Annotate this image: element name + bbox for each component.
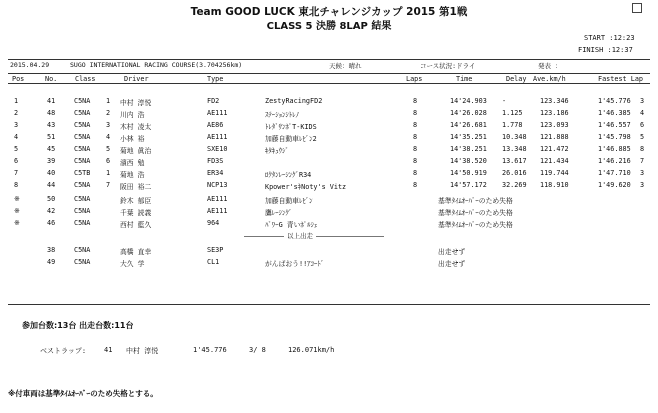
row-time: 14'35.251: [450, 133, 487, 141]
row-type: AE111: [207, 195, 228, 203]
row-class: C5NA: [74, 246, 91, 254]
row-time: 基準ﾀｲﾑｵｰﾊﾞｰのため失格: [438, 209, 513, 217]
col-ave: Ave.km/h: [533, 75, 566, 83]
row-driver: 大久 学: [120, 260, 145, 268]
best-lap-line: [40, 346, 440, 356]
row-pos: 2: [14, 109, 19, 117]
results-title: Team GOOD LUCK 東北チャレンジカップ 2015 第1戦: [190, 6, 468, 18]
row-type: NCP13: [207, 181, 228, 189]
row-class-pos: 2: [106, 109, 111, 117]
row-pos: 1: [14, 97, 19, 105]
row-time: 14'38.520: [450, 157, 487, 165]
row-driver: 鈴木 郁臣: [120, 197, 152, 205]
row-no: 38: [47, 246, 56, 254]
row-delay: 1.125: [502, 109, 523, 117]
row-no: 48: [47, 109, 56, 117]
row-class-pos: 3: [106, 121, 111, 129]
row-ave: 121.888: [540, 133, 569, 141]
row-fastest-lap: 1'45.798: [598, 133, 631, 141]
row-no: 41: [47, 97, 56, 105]
row-fastest-lap: 1'46.885: [598, 145, 631, 153]
row-class: C5NA: [74, 181, 91, 189]
row-pos: 3: [14, 121, 19, 129]
row-type: 964: [207, 219, 220, 227]
row-no: 40: [47, 169, 56, 177]
row-team: ZestyRacingFD2: [265, 97, 323, 105]
row-ave: 121.434: [540, 157, 569, 165]
start-time: START :12:23: [584, 34, 635, 42]
table-row: [8, 144, 650, 154]
row-fastest-lap: 1'46.385: [598, 109, 631, 117]
row-no: 42: [47, 207, 56, 215]
row-ave: 118.910: [540, 181, 569, 189]
row-pos: 6: [14, 157, 19, 165]
row-laps: 8: [413, 97, 418, 105]
row-fastest-lap-no: 4: [640, 109, 645, 117]
row-no: 43: [47, 121, 56, 129]
row-fastest-lap-no: 3: [640, 97, 645, 105]
row-driver: 千葉 読義: [120, 209, 152, 217]
table-row: [8, 194, 650, 204]
row-time: 14'26.028: [450, 109, 487, 117]
row-type: ER34: [207, 169, 224, 177]
row-time: 14'57.172: [450, 181, 487, 189]
row-ave: 123.346: [540, 97, 569, 105]
col-driver: Driver: [124, 75, 149, 83]
row-delay: -: [502, 97, 507, 105]
row-team: 加藤自動車ﾚﾋﾞﾝ: [265, 197, 313, 205]
row-team: ﾊﾞﾜｰG 青いﾎﾟﾙｼｪ: [265, 221, 318, 229]
row-pos: 8: [14, 181, 19, 189]
row-team: ｷﾀｷｭｳｼﾞ: [265, 147, 289, 155]
row-delay: 26.016: [502, 169, 527, 177]
row-time: 14'24.903: [450, 97, 487, 105]
row-type: AE111: [207, 133, 228, 141]
row-time: 14'26.681: [450, 121, 487, 129]
row-laps: 8: [413, 121, 418, 129]
row-time: 出走せず: [438, 260, 466, 268]
row-class-pos: 1: [106, 97, 111, 105]
row-driver: 西村 藍久: [120, 221, 152, 229]
row-class-pos: 1: [106, 169, 111, 177]
row-pos: ※: [14, 207, 20, 215]
best-lap-label: ベストラップ:: [40, 347, 87, 355]
row-type: CL1: [207, 258, 220, 266]
col-class: Class: [75, 75, 96, 83]
row-type: AE111: [207, 109, 228, 117]
row-no: 44: [47, 181, 56, 189]
row-team: ｽﾃｰｼｮﾝｼﾄﾚﾉ: [265, 111, 299, 119]
announce: 発表 ：: [538, 62, 562, 70]
row-no: 50: [47, 195, 56, 203]
row-team: Kpower'sｷNoty's Vitz: [265, 183, 347, 191]
best-lap-lap: 3/ 8: [249, 346, 266, 354]
row-team: がんばおう!!ｱｺｰﾄﾞ: [265, 260, 325, 268]
best-lap-time: 1'45.776: [193, 346, 227, 354]
row-class: C5NA: [74, 133, 91, 141]
row-delay: 1.778: [502, 121, 523, 129]
table-row: [8, 206, 650, 216]
row-no: 51: [47, 133, 56, 141]
row-time: 出走せず: [438, 248, 466, 256]
row-fastest-lap-no: 3: [640, 169, 645, 177]
row-pos: ※: [14, 195, 20, 203]
row-driver: 中村 淳悦: [120, 99, 152, 107]
column-header-row: [8, 73, 650, 84]
row-fastest-lap: 1'46.216: [598, 157, 631, 165]
row-team: ﾄﾚﾀﾞｻﾝﾎﾟT-KIDS: [265, 123, 317, 131]
row-fastest-lap: 1'47.710: [598, 169, 631, 177]
best-lap-speed: 126.071km/h: [288, 346, 335, 354]
row-delay: 13.348: [502, 145, 527, 153]
row-class: C5NA: [74, 219, 91, 227]
row-driver: 小林 裕: [120, 135, 145, 143]
table-row: [8, 156, 650, 166]
row-time: 基準ﾀｲﾑｵｰﾊﾞｰのため失格: [438, 221, 513, 229]
table-row: [8, 96, 650, 106]
row-class: C5NA: [74, 121, 91, 129]
row-laps: 8: [413, 133, 418, 141]
row-class-pos: 6: [106, 157, 111, 165]
row-fastest-lap: 1'49.620: [598, 181, 631, 189]
course-status: コース状況:ドライ: [420, 62, 476, 70]
row-team: ﾛｸﾀﾝﾚｰｼﾝｸﾞR34: [265, 171, 312, 179]
row-delay: 32.269: [502, 181, 527, 189]
row-driver: 濱西 勉: [120, 159, 145, 167]
row-class: C5NA: [74, 207, 91, 215]
col-no: No.: [45, 75, 58, 83]
row-pos: 4: [14, 133, 19, 141]
table-row: [8, 257, 650, 267]
row-team: 鷹ﾚｰｼﾝｸﾞ: [265, 209, 293, 217]
corner-checkbox-mark: [632, 3, 642, 13]
col-time: Time: [456, 75, 473, 83]
table-row: [8, 245, 650, 255]
venue: SUGO INTERNATIONAL RACING COURSE(3.704256km): [70, 61, 243, 69]
row-type: FD2: [207, 97, 220, 105]
row-fastest-lap-no: 3: [640, 181, 645, 189]
row-fastest-lap-no: 7: [640, 157, 645, 165]
row-class: C5NA: [74, 97, 91, 105]
row-time: 14'38.251: [450, 145, 487, 153]
table-row: [8, 180, 650, 190]
row-class: C5NA: [74, 195, 91, 203]
row-class: C5TB: [74, 169, 91, 177]
row-driver: 川内 浩: [120, 111, 145, 119]
row-fastest-lap-no: 6: [640, 121, 645, 129]
row-ave: 123.093: [540, 121, 569, 129]
row-time: 14'50.919: [450, 169, 487, 177]
row-pos: 5: [14, 145, 19, 153]
row-class: C5NA: [74, 145, 91, 153]
row-ave: 119.744: [540, 169, 569, 177]
row-driver: 菊地 眞治: [120, 147, 152, 155]
row-type: SE3P: [207, 246, 224, 254]
row-no: 45: [47, 145, 56, 153]
table-row: [8, 132, 650, 142]
col-delay: Delay: [506, 75, 527, 83]
best-lap-driver: 中村 淳悦: [126, 347, 159, 355]
row-type: AE86: [207, 121, 224, 129]
col-fastest-lap: Fastest Lap: [598, 75, 644, 83]
row-pos: ※: [14, 219, 20, 227]
finish-time: FINISH :12:37: [578, 46, 633, 54]
row-fastest-lap: 1'46.557: [598, 121, 631, 129]
table-row: [8, 120, 650, 130]
bottom-rule: [8, 304, 650, 305]
row-delay: 13.617: [502, 157, 527, 165]
row-class-pos: 5: [106, 145, 111, 153]
meta-strip: [8, 60, 650, 72]
row-class-pos: 4: [106, 133, 111, 141]
row-no: 39: [47, 157, 56, 165]
row-driver: 菊地 浩: [120, 171, 145, 179]
col-type: Type: [207, 75, 224, 83]
table-row: [8, 168, 650, 178]
col-laps: Laps: [406, 75, 423, 83]
row-driver: 阪田 裕二: [120, 183, 152, 191]
row-fastest-lap: 1'45.776: [598, 97, 631, 105]
row-ave: 123.186: [540, 109, 569, 117]
row-fastest-lap-no: 8: [640, 145, 645, 153]
best-lap-no: 41: [104, 346, 113, 354]
weather: 天候：晴れ: [329, 62, 362, 70]
row-pos: 7: [14, 169, 19, 177]
row-ave: 121.472: [540, 145, 569, 153]
row-fastest-lap-no: 5: [640, 133, 645, 141]
row-driver: 高橋 直幸: [120, 248, 152, 256]
row-laps: 8: [413, 157, 418, 165]
row-class-pos: 7: [106, 181, 111, 189]
row-no: 49: [47, 258, 56, 266]
row-laps: 8: [413, 145, 418, 153]
footnote: ※付車両は基準ﾀｲﾑｵｰﾊﾞｰのため失格とする。: [8, 389, 158, 398]
row-class: C5NA: [74, 258, 91, 266]
row-time: 基準ﾀｲﾑｵｰﾊﾞｰのため失格: [438, 197, 513, 205]
row-laps: 8: [413, 109, 418, 117]
row-team: 加藤自動車ﾚﾋﾞﾝ2: [265, 135, 317, 143]
row-laps: 8: [413, 169, 418, 177]
row-no: 46: [47, 219, 56, 227]
table-row: [8, 218, 650, 228]
entry-stats: 参加台数:13台 出走台数:11台: [22, 321, 134, 330]
started-separator-label: 以上出走: [284, 231, 316, 240]
race-date: 2015.04.29: [10, 61, 50, 69]
row-class: C5NA: [74, 109, 91, 117]
row-class: C5NA: [74, 157, 91, 165]
row-type: AE111: [207, 207, 228, 215]
row-type: SXE10: [207, 145, 228, 153]
row-delay: 10.348: [502, 133, 527, 141]
row-driver: 木村 凌太: [120, 123, 152, 131]
row-laps: 8: [413, 181, 418, 189]
table-row: [8, 108, 650, 118]
results-subtitle: CLASS 5 決勝 8LAP 結果: [266, 21, 392, 32]
row-type: FD3S: [207, 157, 224, 165]
col-pos: Pos: [12, 75, 25, 83]
